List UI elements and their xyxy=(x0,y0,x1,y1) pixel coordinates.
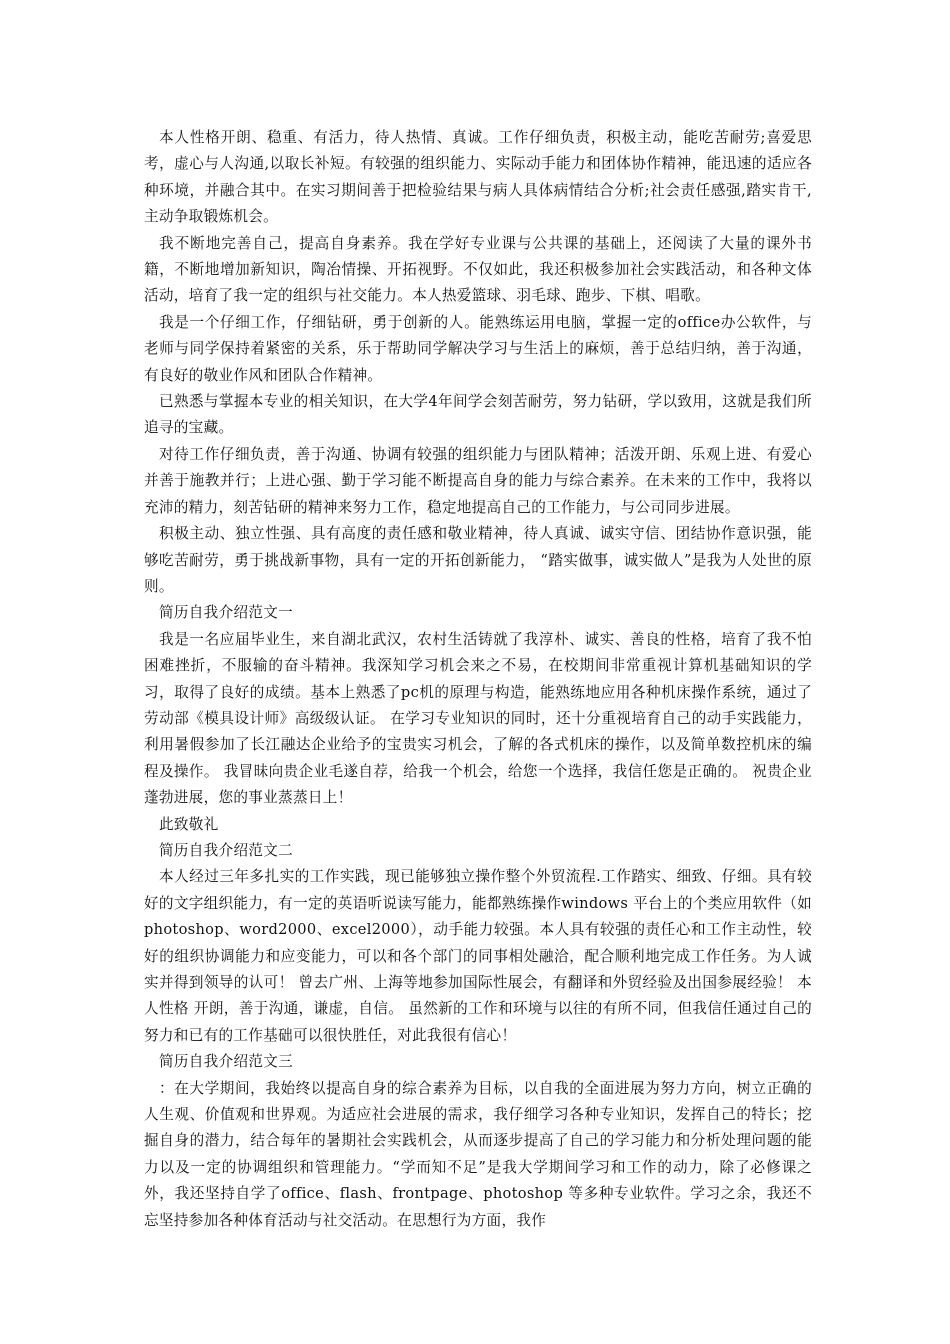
paragraph-sample-3: ：在大学期间，我始终以提高自身的综合素养为目标，以自我的全面进展为努力方向，树立正确的人生观、价值观和世界观。为适应社会进展的需求，我仔细学习各种专业知识，发挥自己的特长；挖掘自身的潜力，结合每年的暑期社会实践机会，从而逐步提高了自己的学习能力和分析处理问题的能力以及一定的协调组织和管理能力。“学而知不足”是我大学期间学习和工作的动力，除了必修课之外，我还坚持自学了office、flash、frontpage、photoshop 等多种专业软件。学习之余，我还不忘坚持参加各种体育活动与社交活动。在思想行为方面，我作 xyxy=(144,1079,812,1229)
section-heading-sample-3: 简历自我介绍范文三 xyxy=(159,1053,294,1071)
paragraph-principles: 积极主动、独立性强、具有高度的责任感和敬业精神，待人真诚、诚实守信、团结协作意识强，能够吃苦耐劳，勇于挑战新事物，具有一定的开拓创新能力， “踏实做事，诚实做人”是我为人处世的原则。 xyxy=(144,525,812,595)
paragraph-sample-1: 我是一名应届毕业生，来自湖北武汉，农村生活铸就了我淳朴、诚实、善良的性格，培育了我不怕困难挫折，不服输的奋斗精神。我深知学习机会来之不易，在校期间非常重视计算机基础知识的学习，取得了良好的成绩。基本上熟悉了pc机的原理与构造，能熟练地应用各种机床操作系统，通过了劳动部《模具设计师》高级级认证。 在学习专业知识的同时，还十分重视培育自己的动手实践能力，利用暑假参加了长江融达企业给予的宝贵实习机会，了解的各式机床的操作，以及简单数控机床的编程及操作。 我冒昧向贵企业毛遂自荐，给我一个机会，给您一个选择，我信任您是正确的。 祝贵企业蓬勃进展，您的事业蒸蒸日上！ xyxy=(144,630,812,807)
closing-salutation: 此致敬礼 xyxy=(159,815,219,833)
document-body xyxy=(144,125,812,1234)
paragraph-work-responsibility: 对待工作仔细负责，善于沟通、协调有较强的组织能力与团队精神；活泼开朗、乐观上进、有爱心并善于施教并行；上进心强、勤于学习能不断提高自身的能力与综合素养。在未来的工作中，我将以充沛的精力，刻苦钻研的精神来努力工作，稳定地提高自己的工作能力，与公司同步进展。 xyxy=(144,445,812,516)
paragraph-work-attitude: 我是一个仔细工作，仔细钻研，勇于创新的人。能熟练运用电脑，掌握一定的office办公软件，与老师与同学保持着紧密的关系，乐于帮助同学解决学习与生活上的麻烦，善于总结归纳，善于沟通，有良好的敬业作风和团队合作精神。 xyxy=(144,313,812,384)
section-heading-sample-1: 简历自我介绍范文一 xyxy=(159,604,294,622)
section-heading-sample-2: 简历自我介绍范文二 xyxy=(159,841,294,859)
paragraph-personality: 本人性格开朗、稳重、有活力，待人热情、真诚。工作仔细负责，积极主动，能吃苦耐劳;喜爱思考，虚心与人沟通,以取长补短。有较强的组织能力、实际动手能力和团体协作精神，能迅速的适应各种环境，并融合其中。在实习期间善于把检验结果与病人具体病情结合分析;社会责任感强,踏实肯干,主动争取锻炼机会。 xyxy=(144,129,812,226)
paragraph-self-improvement: 我不断地完善自己，提高自身素养。我在学好专业课与公共课的基础上，还阅读了大量的课外书籍，不断地增加新知识，陶冶情操、开拓视野。不仅如此，我还积极参加社会实践活动，和各种文体活动，培育了我一定的组织与社交能力。本人热爱篮球、羽毛球、跑步、下棋、唱歌。 xyxy=(144,234,812,305)
paragraph-professional-knowledge: 已熟悉与掌握本专业的相关知识，在大学4年间学会刻苦耐劳，努力钻研，学以致用，这就是我们所追寻的宝藏。 xyxy=(144,393,812,437)
paragraph-sample-2: 本人经过三年多扎实的工作实践，现已能够独立操作整个外贸流程.工作踏实、细致、仔细。具有较好的文字组织能力，有一定的英语听说读写能力，能都熟练操作windows 平台上的个类应用软件（如photoshop、word2000、excel2000），动手能力较强。本人具有较强的责任心和工作主动性，较好的组织协调能力和应变能力，可以和各个部门的同事相处融洽，配合顺利地完成工作任务。为人诚实并得到领导的认可！ 曾去广州、上海等地参加国际性展会，有翻译和外贸经验及出国参展经验！ 本人性格 开朗，善于沟通，谦虚，自信。 虽然新的工作和环境与以往的有所不同，但我信任通过自己的努力和已有的工作基础可以很快胜任，对此我很有信心！ xyxy=(144,868,812,1044)
